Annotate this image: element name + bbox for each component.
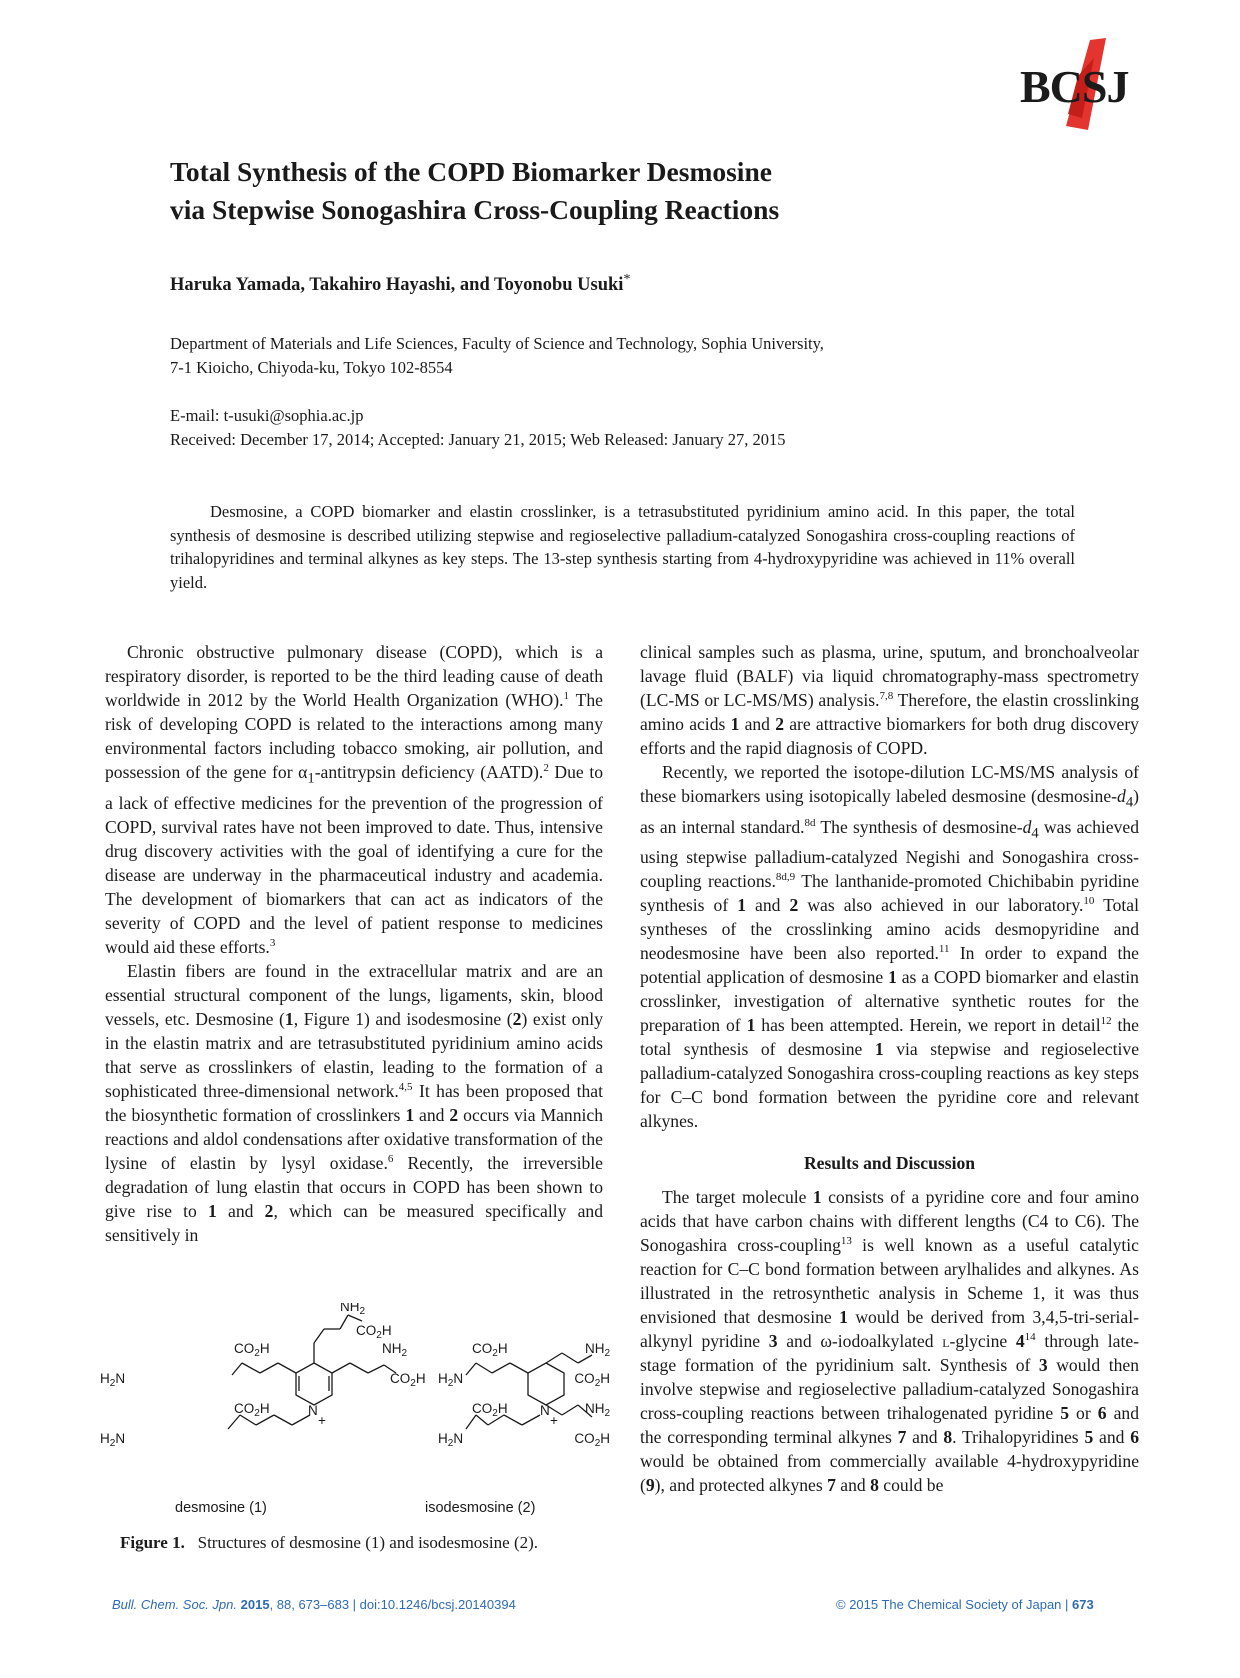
caption-label: Figure 1. (120, 1533, 185, 1552)
author-list (170, 271, 631, 296)
footer-copyright-text: © 2015 The Chemical Society of Japan | (836, 1597, 1073, 1612)
atom-label: $CO_2H$ (472, 1341, 508, 1359)
email: E-mail: t-usuki@sophia.ac.jp (170, 406, 364, 425)
abstract: Desmosine, a COPD biomarker and elastin crosslinker, is a tetrasubstituted pyridinium amino acid. In this paper, the total synthesis of desmosine is described utilizing stepwise and regioselective palladium-catalyzed Sonogashira cross-coupling reactions of trihalopyridines and terminal alkynes as key steps. The 13-step synthesis starting from 4-hydroxypyridine was achieved in 11% overall yield. (170, 502, 1075, 592)
footer-copyright (836, 1597, 1094, 1612)
atom-label: $NH_2$ (382, 1341, 408, 1359)
caption-text: Structures of desmosine (1) and isodesmosine (2). (197, 1533, 539, 1552)
atom-label: N (308, 1403, 318, 1418)
paragraph: clinical samples such as plasma, urine, sputum, and bronchoalveolar lavage fluid (BALF) via liquid chromatography-mass spectrometry (LC-MS or LC-MS/MS) analysis.$^{7,8}$ Therefore, the elastin crosslinking amino acids 1 and 2 are attractive biomarkers for both drug discovery efforts and the rapid diagnosis of COPD. (640, 642, 1139, 758)
atom-label: $CO_2H$ (472, 1401, 508, 1419)
footer-year: 2015 (240, 1597, 270, 1612)
body-column-right (640, 640, 1139, 1497)
paragraph: Elastin fibers are found in the extracellular matrix and are an essential structural component of the lungs, ligaments, skin, blood vessels, etc. Desmosine (1, Figure 1) and isodesmosine (2) exist only in the elastin matrix and are tetrasubstituted pyridinium amino acids that serve as crosslinkers of elastin, leading to the formation of a sophisticated three-dimensional network.$^{4,5}$ It has been proposed that the biosynthetic formation of crosslinkers 1 and 2 occurs via Mannich reactions and aldol condensations after oxidative transformation of the lysine of elastin by lysyl oxidase.$^6$ Recently, the irreversible degradation of lung elastin that occurs in COPD has been shown to give rise to 1 and 2, which can be measured specifically and sensitively in (105, 960, 604, 1245)
molecule-label-isodesmosine: isodesmosine (2) (425, 1500, 536, 1516)
atom-label: $CO_2H$ (234, 1341, 270, 1359)
footer-journal: Bull. Chem. Soc. Jpn. (112, 1597, 237, 1612)
figure-1 (100, 1303, 610, 1543)
atom-label: $CO_2H$ (234, 1401, 270, 1419)
atom-label: + (318, 1413, 326, 1428)
paper-title (170, 153, 1070, 229)
atom-label: $CO_2H$ (574, 1431, 610, 1449)
paragraph: The target molecule 1 consists of a pyridine core and four amino acids that have carbon chains with different lengths (C4 to C6). The Sonogashira cross-coupling$^{13}$ is well known as a useful catalytic reaction for C–C bond formation between arylhalides and alkynes. As illustrated in the retrosynthetic analysis in Scheme 1, it was thus envisioned that desmosine 1 would be derived from 3,4,5-tri-serial-alkynyl pyridine 3 and ω-iodoalkylated l-glycine $4^{14}$ through late-stage formation of the pyridinium salt. Synthesis of 3 would then involve stepwise and regioselective palladium-catalyzed Sonogashira cross-coupling reactions between trihalogenated pyridine 5 or 6 and the corresponding terminal alkynes 7 and 8. Trihalopyridines 5 and 6 would be obtained from commercially available 4-hydroxypyridine (9), and protected alkynes 7 and 8 could be (640, 1187, 1140, 1496)
journal-logo (1020, 38, 1140, 133)
body-column-left (105, 640, 603, 1247)
affiliation-line-2: 7-1 Kioicho, Chiyoda-ku, Tokyo 102-8554 (170, 358, 453, 377)
figure-caption (120, 1533, 620, 1553)
affiliation (170, 332, 1070, 380)
atom-label: $H_2N$ (438, 1431, 464, 1449)
footer-doi: , 88, 673–683 | doi:10.1246/bcsj.20140394 (269, 1597, 516, 1612)
received-dates: Received: December 17, 2014; Accepted: January 21, 2015; Web Released: January 27, 2015 (170, 430, 786, 449)
atom-label: $H_2N$ (100, 1431, 126, 1449)
authors-text: Haruka Yamada, Takahiro Hayashi, and Toyonobu Usuki (170, 275, 624, 295)
atom-label: + (550, 1413, 558, 1428)
paragraph: Recently, we reported the isotope-dilution LC-MS/MS analysis of these biomarkers using isotopically labeled desmosine $(desmosine-d_4)$ as an internal standard.$^{8d}$ The synthesis of desmosine-$d_4$ was achieved using stepwise palladium-catalyzed Negishi and Sonogashira cross-coupling reactions.$^{8d,9}$ The lanthanide-promoted Chichibabin pyridine synthesis of 1 and 2 was also achieved in our laboratory.$^{10}$ Total syntheses of the crosslinking amino acids desmopyridine and neodesmosine have been also reported.$^{11}$ In order to expand the potential application of desmosine 1 as a COPD biomarker and elastin crosslinker, investigation of alternative synthetic routes for the preparation of 1 has been attempted. Herein, we report in detail$^{12}$ the total synthesis of desmosine 1 via stepwise and regioselective palladium-catalyzed Sonogashira cross-coupling reactions as key steps for C–C bond formation between the pyridine core and relevant alkynes. (640, 762, 1140, 1132)
atom-label: $CO_2H$ (356, 1323, 392, 1341)
footer-citation (112, 1597, 516, 1612)
atom-label: $NH_2$ (340, 1303, 366, 1317)
atom-label: $CO_2H$ (574, 1371, 610, 1389)
title-line-1: Total Synthesis of the COPD Biomarker Desmosine (170, 156, 772, 187)
atom-label: $NH_2$ (584, 1341, 610, 1359)
chemical-structures (100, 1303, 610, 1528)
atom-label: $H_2N$ (438, 1371, 464, 1389)
atom-label: N (540, 1403, 550, 1418)
title-line-2: via Stepwise Sonogashira Cross-Coupling Reactions (170, 194, 780, 225)
atom-label: $CO_2H$ (390, 1371, 426, 1389)
atom-label: $H_2N$ (100, 1371, 126, 1389)
page-number: 673 (1072, 1597, 1094, 1612)
atom-label: $NH_2$ (584, 1401, 610, 1419)
paragraph: Chronic obstructive pulmonary disease (COPD), which is a respiratory disorder, is reported to be the third leading cause of death worldwide in 2012 by the World Health Organization (WHO).$^1$ The risk of developing COPD is related to the interactions among many environmental factors including tobacco smoking, air pollution, and possession of the gene for $\alpha_1$-antitrypsin deficiency (AATD).$^2$ Due to a lack of effective medicines for the prevention of the progression of COPD, survival rates have not been improved to date. Thus, intensive drug discovery activities with the goal of identifying a cure for the disease are underway in the pharmaceutical industry and academia. The development of biomarkers that can act as indicators of the severity of COPD and the level of patient response to medicines would aid these efforts.$^3$ (105, 642, 604, 957)
section-heading: Results and Discussion (803, 1153, 976, 1174)
logo-text: BCSJ (1020, 61, 1129, 112)
affiliation-line-1: Department of Materials and Life Sciences, Faculty of Science and Technology, Sophia University, (170, 334, 824, 353)
corresponding-mark: * (623, 271, 631, 287)
molecule-label-desmosine: desmosine (1) (175, 1500, 267, 1516)
